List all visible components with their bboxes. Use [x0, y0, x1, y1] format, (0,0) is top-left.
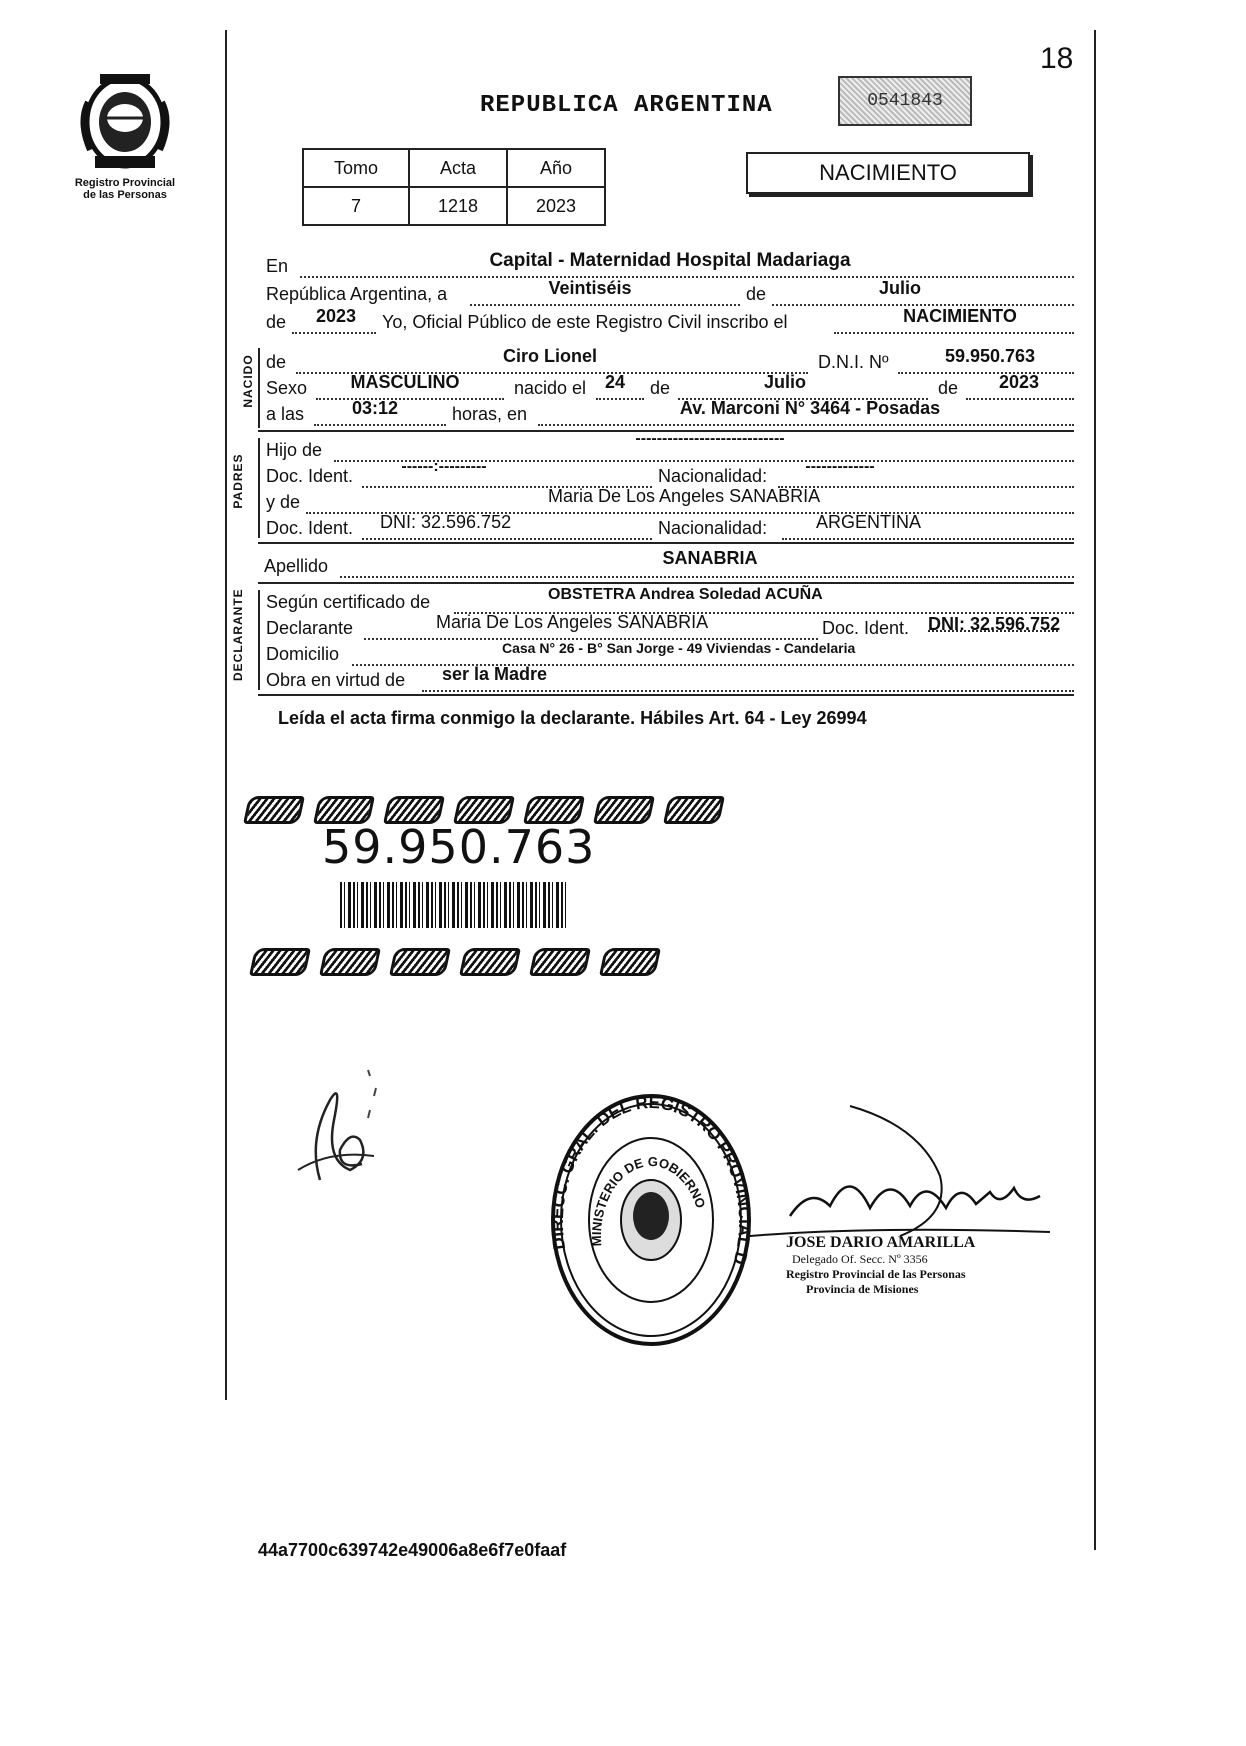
value-day: Veintiséis [548, 278, 632, 298]
label-apellido: Apellido [264, 556, 329, 576]
label-certificado: Según certificado de [266, 592, 431, 612]
label-de: de [746, 284, 767, 304]
section-divider [258, 694, 1074, 696]
label-de: de [650, 378, 671, 398]
label-nacido-el: nacido el [514, 378, 587, 398]
dni-barcode [340, 882, 566, 928]
document-hash: 44a7700c639742e49006a8e6f7e0faaf [258, 1540, 567, 1560]
section-label-padres: PADRES [231, 453, 245, 509]
label-horas: horas, en [452, 404, 528, 424]
section-label-declarante: DECLARANTE [231, 588, 245, 681]
stamp-outer-text: DIRECC. GRAL. DEL REGISTRO PROVINCIAL D [548, 1092, 754, 1267]
label-obra: Obra en virtud de [266, 670, 406, 690]
coat-of-arms-icon [70, 72, 180, 172]
label-domicilio: Domicilio [266, 644, 340, 664]
left-margin-line [225, 30, 227, 1400]
handwritten-signature-left [290, 1060, 400, 1190]
act-type-box: NACIMIENTO [746, 152, 1030, 194]
logo-caption: Registro Provincial de las Personas [74, 177, 176, 201]
row-obra [0, 664, 1240, 696]
label-nacionalidad: Nacionalidad: [658, 466, 768, 486]
value-declarante: Maria De Los Angeles SANABRIA [436, 612, 709, 632]
row-nacido-sexo [0, 372, 1240, 404]
section-divider [258, 542, 1074, 544]
section-label-nacido: NACIDO [241, 354, 255, 408]
label-republica: República Argentina, a [266, 284, 448, 304]
value-child-name: Ciro Lionel [503, 346, 597, 366]
label-official: Yo, Oficial Público de este Registro Civil inscribo el [382, 312, 788, 332]
value-apellido: SANABRIA [662, 548, 758, 568]
closing-statement: Leída el acta firma conmigo la declarante. Hábiles Art. 64 - Ley 26994 [278, 708, 867, 728]
label-en: En [266, 256, 289, 276]
official-stamp [548, 1090, 754, 1350]
row-official [0, 306, 1240, 338]
value-nac-padre: ------------- [805, 458, 875, 475]
value-doc-decl: DNI: 32.596.752 [928, 614, 1061, 634]
security-pattern-bottom [252, 948, 658, 976]
value-father: ---------------------------- [635, 430, 785, 447]
row-madre [0, 486, 1240, 518]
dni-number-large: 59.950.763 [322, 820, 596, 874]
value-nac-madre: ARGENTINA [816, 512, 922, 532]
row-doc-madre [0, 512, 1240, 544]
value-place: Capital - Maternidad Hospital Madariaga [489, 250, 851, 271]
value-birth-year: 2023 [998, 372, 1040, 392]
label-dni: D.N.I. Nº [818, 352, 889, 372]
reference-table [302, 148, 606, 226]
signatory-province: Provincia de Misiones [806, 1282, 919, 1296]
page-number: 18 [1040, 42, 1074, 75]
stamp-inner-text: MINISTERIO DE GOBIERNO [588, 1153, 709, 1247]
value-doc-madre: DNI: 32.596.752 [380, 512, 512, 532]
row-republica [0, 278, 1240, 310]
value-month: Julio [878, 278, 921, 298]
ref-value-acta: 1218 [409, 187, 507, 225]
label-sexo: Sexo [266, 378, 308, 398]
province-logo [70, 72, 190, 201]
value-act: NACIMIENTO [903, 306, 1017, 326]
stamp-seal-icon [548, 1090, 754, 1350]
value-certificado: OBSTETRA Andrea Soledad ACUÑA [548, 586, 823, 603]
serial-stamp: 0541843 [838, 76, 972, 126]
label-nacionalidad: Nacionalidad: [658, 518, 768, 538]
label-a-las: a las [266, 404, 305, 424]
row-nacido-hora [0, 398, 1240, 430]
value-domicilio: Casa N° 26 - B° San Jorge - 49 Viviendas - Candelaria [502, 640, 856, 656]
value-time: 03:12 [351, 398, 399, 418]
label-declarante: Declarante [266, 618, 354, 638]
ref-value-ano: 2023 [507, 187, 605, 225]
label-de: de [266, 352, 287, 372]
value-doc-padre: ------:--------- [401, 458, 487, 475]
section-divider [258, 582, 1074, 584]
row-apellido [0, 548, 1240, 582]
label-doc-ident-decl: Doc. Ident. [822, 618, 910, 638]
value-birth-month: Julio [763, 372, 806, 392]
ref-value-tomo: 7 [303, 187, 409, 225]
value-sexo: MASCULINO [350, 372, 460, 392]
signatory-office: Registro Provincial de las Personas [786, 1267, 966, 1281]
value-child-dni: 59.950.763 [944, 346, 1036, 366]
document-title: REPUBLICA ARGENTINA [480, 92, 773, 119]
value-birth-day: 24 [604, 372, 626, 392]
value-birth-address: Av. Marconi N° 3464 - Posadas [679, 398, 941, 418]
label-doc-ident: Doc. Ident. [266, 518, 354, 538]
ref-header-tomo: Tomo [303, 149, 409, 187]
row-hijo-de [0, 430, 1240, 466]
signature-block [786, 1234, 1086, 1297]
label-de-year: de [938, 378, 959, 398]
value-obra: ser la Madre [442, 664, 548, 684]
signatory-name: JOSE DARIO AMARILLA [786, 1234, 976, 1251]
label-hijo-de: Hijo de [266, 440, 323, 460]
label-y-de: y de [266, 492, 301, 512]
ref-header-ano: Año [507, 149, 605, 187]
ref-header-acta: Acta [409, 149, 507, 187]
label-de-year: de [266, 312, 287, 332]
value-mother: Maria De Los Angeles SANABRIA [548, 486, 821, 506]
value-year: 2023 [315, 306, 357, 326]
label-doc-ident: Doc. Ident. [266, 466, 354, 486]
row-domicilio [0, 640, 1240, 670]
signatory-role: Delegado Of. Secc. Nº 3356 [792, 1252, 928, 1266]
